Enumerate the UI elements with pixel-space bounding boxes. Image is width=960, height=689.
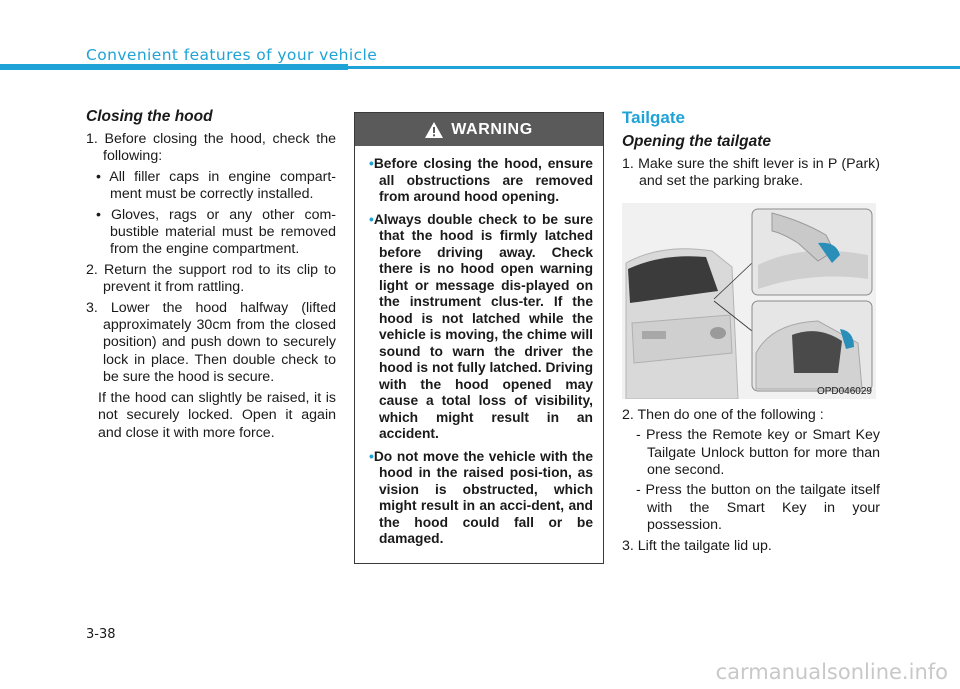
warning-item-text: Do not move the vehicle with the hood in the raised posi-tion, as vision is obstructed, which might result in an acci-dent, and the hood could fall or be damaged. [373, 448, 593, 546]
closing-hood-heading: Closing the hood [86, 108, 213, 125]
warning-box [354, 112, 604, 564]
tailgate-figure [622, 203, 876, 399]
tailgate-illustration [622, 203, 876, 399]
left-step-3: 3. Lower the hood halfway (lifted approximately 30cm from the closed position) and push down to securely lock in place. Then double check to be sure the hood is secure. [86, 299, 336, 386]
warning-header [355, 113, 603, 146]
tailgate-heading: Tailgate [622, 108, 685, 127]
right-step-2: 2. Then do one of the following : [622, 406, 824, 423]
warning-item [369, 449, 593, 548]
left-bullet-2: • Gloves, rags or any other com-bustible material must be removed from the engine compartment. [96, 206, 336, 258]
opening-tailgate-heading: Opening the tailgate [622, 133, 771, 150]
right-step-1: 1. Make sure the shift lever is in P (Park) and set the parking brake. [622, 156, 880, 190]
bullet-icon: • [369, 211, 374, 227]
header-rule-accent [0, 64, 348, 70]
bullet-icon: • [369, 156, 374, 171]
section-header: Convenient features of your vehicle [86, 46, 378, 64]
warning-item-text: Before closing the hood, ensure all obstructions are removed from around hood opening. [373, 156, 593, 204]
warning-item-text: Always double check to be sure that the hood is firmly latched before driving away. Check there is no hood open warning light or message dis-played on the instrument clus-ter. If the hood is not latched while the vehicle is moving, the chime will sound to warn the driver the hood is not fully latched. Driving with the hood opened may cause a total loss of visibility, which might result in an accident. [373, 211, 593, 441]
right-step-3: 3. Lift the tailgate lid up. [622, 537, 772, 554]
figure-caption: OPD046029 [816, 385, 872, 397]
right-dash-2: - Press the button on the tailgate itself with the Smart Key in your possession. [636, 482, 880, 534]
left-column [86, 108, 336, 445]
left-note: If the hood can slightly be raised, it is not securely locked. Open it again and close it with more force. [98, 389, 336, 441]
left-step-2: 2. Return the support rod to its clip to prevent it from rattling. [86, 261, 336, 296]
left-step-1: 1. Before closing the hood, check the following: [86, 131, 336, 165]
warning-item [369, 212, 593, 443]
warning-title: WARNING [451, 120, 533, 138]
warning-triangle-icon [425, 122, 443, 138]
warning-item [369, 156, 593, 206]
left-bullet-1: • All filler caps in engine compart-ment must be correctly installed. [96, 168, 336, 203]
watermark: carmanualsonline.info [715, 660, 948, 684]
right-column [622, 108, 880, 558]
page-number: 3-38 [86, 627, 116, 642]
warning-body [355, 146, 603, 548]
bullet-icon: • [369, 448, 374, 464]
right-dash-1: - Press the Remote key or Smart Key Tailgate Unlock button for more than one second. [636, 427, 880, 479]
